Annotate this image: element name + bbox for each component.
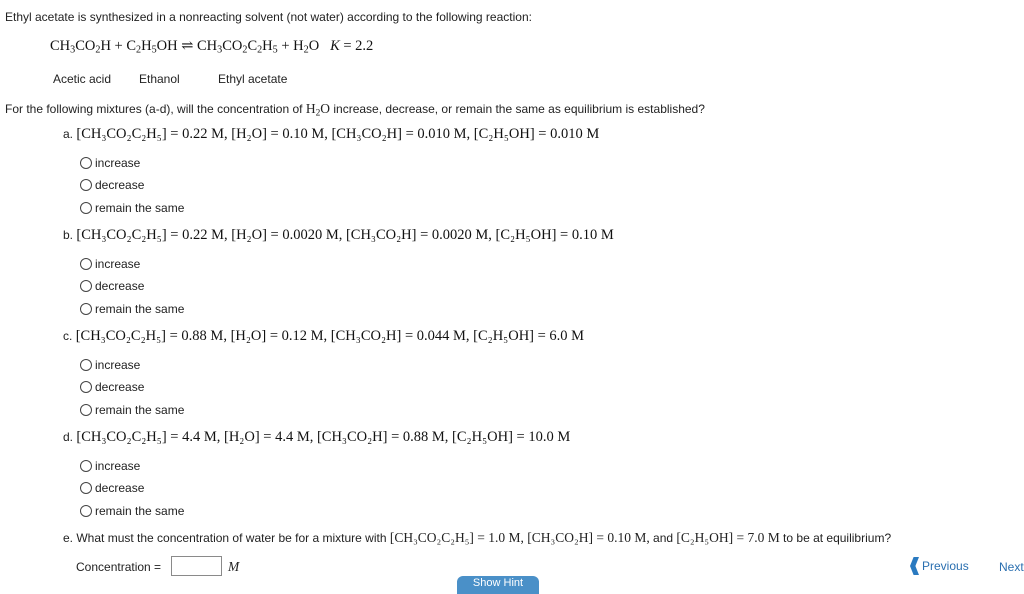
option-label: increase [95, 459, 141, 473]
option-label: decrease [95, 178, 145, 192]
reactant-2-part: C [126, 38, 137, 54]
intro-text: Ethyl acetate is synthesized in a nonreacting solvent (not water) according to the following reaction: [5, 10, 532, 24]
concentration-unit: M [228, 559, 240, 574]
subscript: 2 [315, 108, 321, 119]
question-post: increase, decrease, or remain the same as equilibrium is established? [333, 102, 705, 116]
option-a-decrease[interactable] [80, 178, 144, 192]
reactant-2-part: H [141, 38, 152, 54]
part-e-question [63, 530, 891, 546]
k-value: = 2.2 [343, 38, 374, 54]
reaction-equation [50, 38, 373, 56]
label-acetic-acid: Acetic acid [53, 72, 112, 86]
question-pre: For the following mixtures (a-d), will the concentration of [5, 102, 303, 116]
part-letter: b. [63, 228, 74, 242]
subscript: 5 [272, 44, 278, 56]
option-c-remain[interactable] [80, 403, 184, 417]
option-c-decrease[interactable] [80, 380, 144, 394]
option-label: increase [95, 257, 141, 271]
reactant-1-part: H [100, 38, 111, 54]
part-letter: c. [63, 329, 73, 343]
subscript: 2 [257, 44, 263, 56]
question-text [5, 101, 705, 118]
radio-button[interactable] [80, 359, 92, 371]
product-2-part: H [293, 38, 304, 54]
radio-button[interactable] [80, 482, 92, 494]
option-d-decrease[interactable] [80, 481, 144, 495]
product-1-part: C [247, 38, 258, 54]
part-e-expression: [CH₃CO₂C₂H₅] = 1.0 M, [CH₃CO₂H] = 0.10 M, [389, 530, 650, 545]
radio-button[interactable] [80, 381, 92, 393]
subscript: 2 [95, 44, 101, 56]
question-species: H [305, 101, 316, 116]
concentration-label: Concentration = [76, 560, 162, 574]
subscript: 2 [136, 44, 142, 56]
radio-button[interactable] [80, 202, 92, 214]
part-e-expression-2: [C₂H₅OH] = 7.0 M [676, 530, 780, 545]
option-label: decrease [95, 380, 145, 394]
radio-button[interactable] [80, 404, 92, 416]
radio-button[interactable] [80, 179, 92, 191]
option-label: decrease [95, 481, 145, 495]
part-letter: d. [63, 430, 74, 444]
option-a-remain[interactable] [80, 201, 184, 215]
option-label: increase [95, 358, 141, 372]
subscript: 2 [303, 44, 309, 56]
question-species: O [320, 101, 331, 116]
show-hint-button[interactable]: Show Hint [457, 576, 539, 594]
option-label: decrease [95, 279, 145, 293]
reactant-1-part: CH [50, 38, 71, 54]
option-d-remain[interactable] [80, 504, 184, 518]
option-c-increase[interactable] [80, 358, 140, 372]
equilibrium-arrow-icon: ⇌ [181, 38, 194, 54]
part-c-expression: [CH₃CO₂C₂H₅] = 0.88 M, [H₂O] = 0.12 M, [CH₃CO₂H] = 0.044 M, [C₂H₅OH] = 6.0 M [75, 328, 585, 344]
radio-button[interactable] [80, 157, 92, 169]
radio-button[interactable] [80, 280, 92, 292]
option-b-remain[interactable] [80, 302, 184, 316]
k-label: K [330, 38, 340, 54]
option-a-increase[interactable] [80, 156, 140, 170]
previous-button[interactable] [910, 557, 969, 575]
option-label: remain the same [95, 403, 185, 417]
radio-button[interactable] [80, 303, 92, 315]
part-a-expression: [CH₃CO₂C₂H₅] = 0.22 M, [H₂O] = 0.10 M, [CH₃CO₂H] = 0.010 M, [C₂H₅OH] = 0.010 M [76, 126, 600, 142]
part-b-header [63, 227, 614, 244]
radio-button[interactable] [80, 258, 92, 270]
option-label: remain the same [95, 201, 185, 215]
option-label: remain the same [95, 302, 185, 316]
plus-sign: + [281, 38, 290, 54]
part-a-header [63, 126, 599, 143]
product-1-part: H [262, 38, 273, 54]
subscript: 3 [217, 44, 223, 56]
option-b-decrease[interactable] [80, 279, 144, 293]
subscript: 5 [151, 44, 157, 56]
part-e-text: What must the concentration of water be for a mixture with [76, 531, 387, 545]
chevron-left-icon [910, 557, 919, 575]
subscript: 3 [70, 44, 76, 56]
label-ethyl-acetate: Ethyl acetate [218, 72, 288, 86]
subscript: 2 [242, 44, 248, 56]
product-1-part: CH [197, 38, 218, 54]
reactant-1-part: CO [75, 38, 96, 54]
next-button[interactable]: Next [999, 560, 1024, 574]
part-d-expression: [CH₃CO₂C₂H₅] = 4.4 M, [H₂O] = 4.4 M, [CH₃CO₂H] = 0.88 M, [C₂H₅OH] = 10.0 M [76, 429, 571, 445]
radio-button[interactable] [80, 505, 92, 517]
concentration-input[interactable] [171, 556, 222, 576]
part-letter: a. [63, 127, 74, 141]
product-1-part: CO [222, 38, 243, 54]
option-d-increase[interactable] [80, 459, 140, 473]
radio-button[interactable] [80, 460, 92, 472]
part-e-text-post: to be at equilibrium? [783, 531, 892, 545]
part-e-and: and [653, 531, 674, 545]
option-b-increase[interactable] [80, 257, 140, 271]
reactant-2-part: OH [156, 38, 178, 54]
option-label: increase [95, 156, 141, 170]
part-b-expression: [CH₃CO₂C₂H₅] = 0.22 M, [H₂O] = 0.0020 M, [CH₃CO₂H] = 0.0020 M, [C₂H₅OH] = 0.10 M [76, 227, 614, 243]
part-letter: e. [63, 531, 74, 545]
part-c-header [63, 328, 584, 345]
previous-label: Previous [922, 559, 969, 573]
part-d-header [63, 429, 570, 446]
product-2-part: O [308, 38, 320, 54]
label-ethanol: Ethanol [139, 72, 180, 86]
plus-sign: + [114, 38, 123, 54]
option-label: remain the same [95, 504, 185, 518]
